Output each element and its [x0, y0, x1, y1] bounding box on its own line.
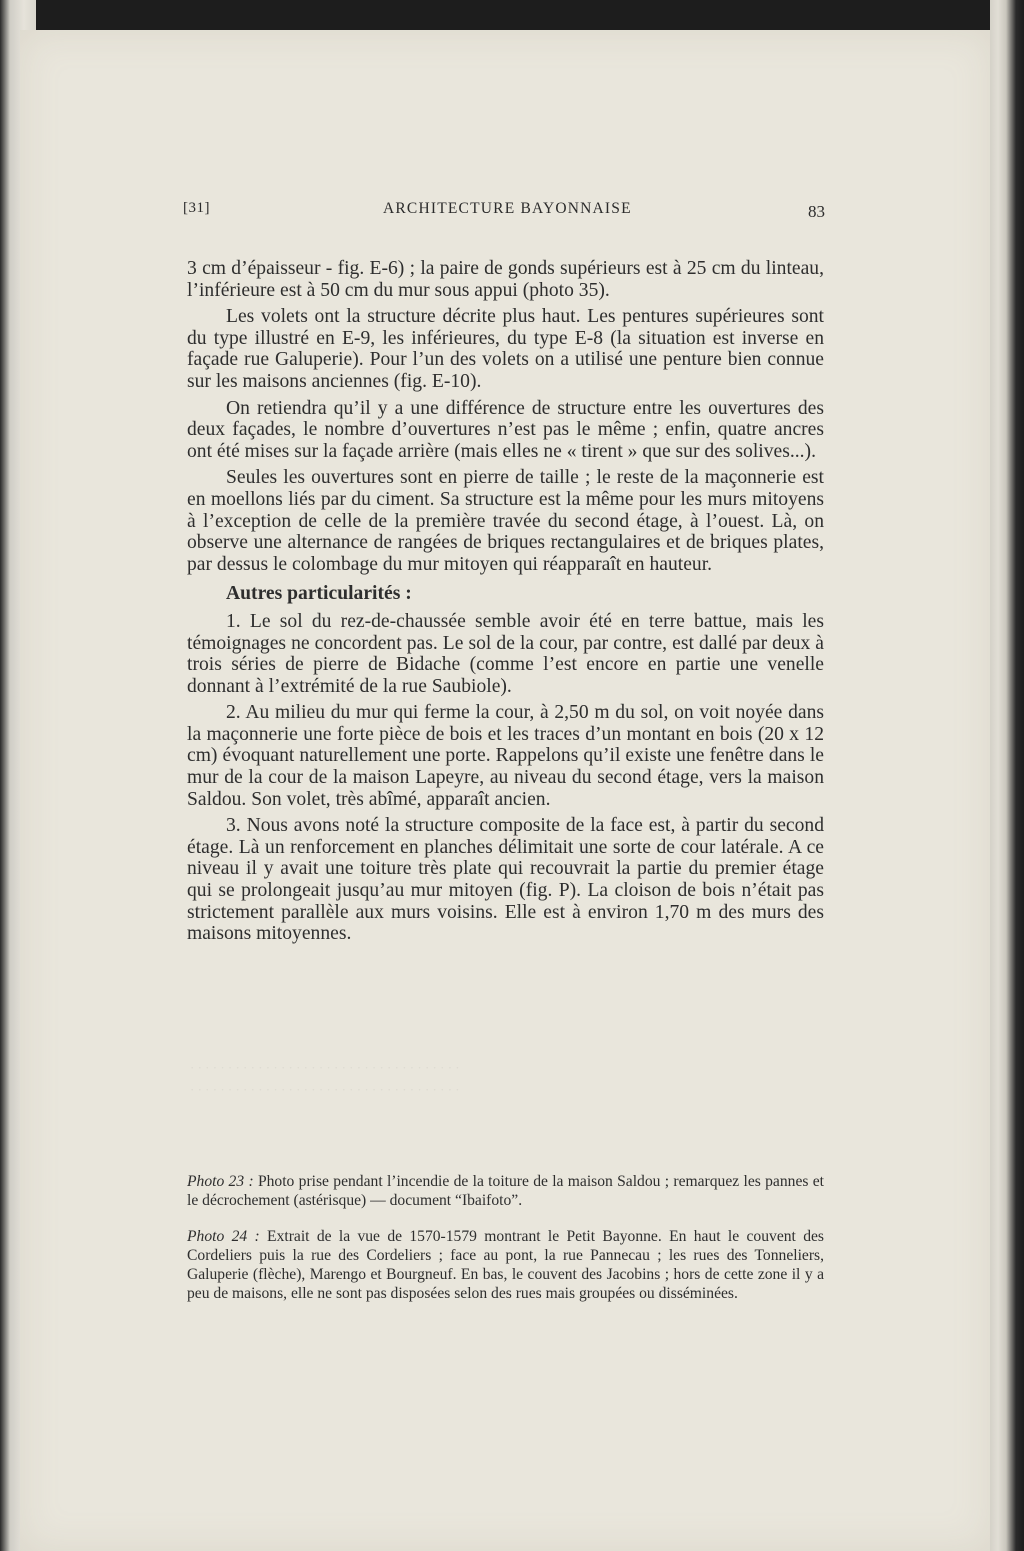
caption-label: Photo 24 : — [187, 1228, 260, 1245]
subheading: Autres particularités : — [226, 583, 412, 605]
running-header — [183, 200, 825, 222]
paragraph: Les volets ont la structure décrite plus haut. Les pentures supérieures sont du type illustré en E-9, les inférieures, du type E-8 (la situation est inverse en façade rue Galuperie). Pour l’un des volets on a utilisé une penture bien connue sur les maisons anciennes (fig. E-10). — [187, 306, 824, 392]
caption-text: Photo prise pendant l’incendie de la toiture de la maison Saldou ; remarquez les pannes et le décrochement (astérisque) — document “Ibaifoto”. — [187, 1173, 824, 1209]
caption-photo-24 — [187, 1227, 824, 1303]
photo-captions — [187, 1172, 824, 1320]
caption-label: Photo 23 : — [187, 1173, 254, 1190]
bleed-through-text: · · · · · · · · · · · · · · · · · · · · · · · · · · · · · · · · · · · · — [190, 1060, 460, 1075]
main-text — [187, 258, 824, 950]
section-reference: [31] — [183, 200, 210, 216]
paragraph: Seules les ouvertures sont en pierre de taille ; le reste de la maçonnerie est en moellons liés par du ciment. Sa structure est la même pour les murs mitoyens à l’exception de celle de la première travée du second étage, à l’ouest. Là, on observe une alternance de rangées de briques rectangulaires et de briques plates, par dessus le colombage du mur mitoyen qui réapparaît en hauteur. — [187, 467, 824, 575]
paragraph: 1. Le sol du rez-de-chaussée semble avoir été en terre battue, mais les témoignages ne concordent pas. Le sol de la cour, par contre, est dallé par deux à trois séries de pierre de Bidache (comme l’est encore en partie une venelle donnant à l’extrémité de la rue Saubiole). — [187, 610, 824, 697]
page-number: 83 — [808, 202, 825, 221]
right-page-edge — [990, 0, 1024, 1551]
paragraph: 2. Au milieu du mur qui ferme la cour, à 2,50 m du sol, on voit noyée dans la maçonnerie une forte pièce de bois et les traces d’un montant en bois (20 x 12 cm) évoquant naturellement une porte. Rappelons qu’il existe une fenêtre dans le mur de la cour de la maison Lapeyre, au niveau du second étage, vers la maison Saldou. Son volet, très abîmé, apparaît ancien. — [187, 702, 824, 810]
paragraph: 3. Nous avons noté la structure composite de la face est, à partir du second étage. Là un renforcement en planches délimitait une sorte de cour latérale. A ce niveau il y avait une toiture très plate qui recouvrait la partie du premier étage qui se prolongeait jusqu’au mur mitoyen (fig. P). La cloison de bois n’était pas strictement parallèle aux murs voisins. Elle est à environ 1,70 m des murs des maisons mitoyennes. — [187, 815, 824, 945]
caption-text: Extrait de la vue de 1570-1579 montrant le Petit Bayonne. En haut le couvent des Cordeliers puis la rue des Cordeliers ; face au pont, la rue Pannecau ; les rues des Tonneliers, Galuperie (flèche), Marengo et Bourgneuf. En bas, le couvent des Jacobins ; hors de cette zone il y a peu de maisons, elle ne sont pas disposées selon des rues mais groupées ou disséminées. — [187, 1228, 824, 1302]
bleed-through-text: · · · · · · · · · · · · · · · · · · · · · · · · · · · · · · · · · · · · — [190, 1082, 460, 1097]
paragraph: On retiendra qu’il y a une différence de structure entre les ouvertures des deux façades, le nombre d’ouvertures n’est pas le même ; enfin, quatre ancres ont été mises sur la façade arrière (mais elles ne « tirent » que sur des solives...). — [187, 397, 824, 462]
caption-photo-23 — [187, 1172, 824, 1210]
running-title: ARCHITECTURE BAYONNAISE — [383, 200, 632, 217]
paragraph: 3 cm d’épaisseur - fig. E-6) ; la paire de gonds supérieurs est à 25 cm du linteau, l’inférieure est à 50 cm du mur sous appui (photo 35). — [187, 258, 824, 301]
